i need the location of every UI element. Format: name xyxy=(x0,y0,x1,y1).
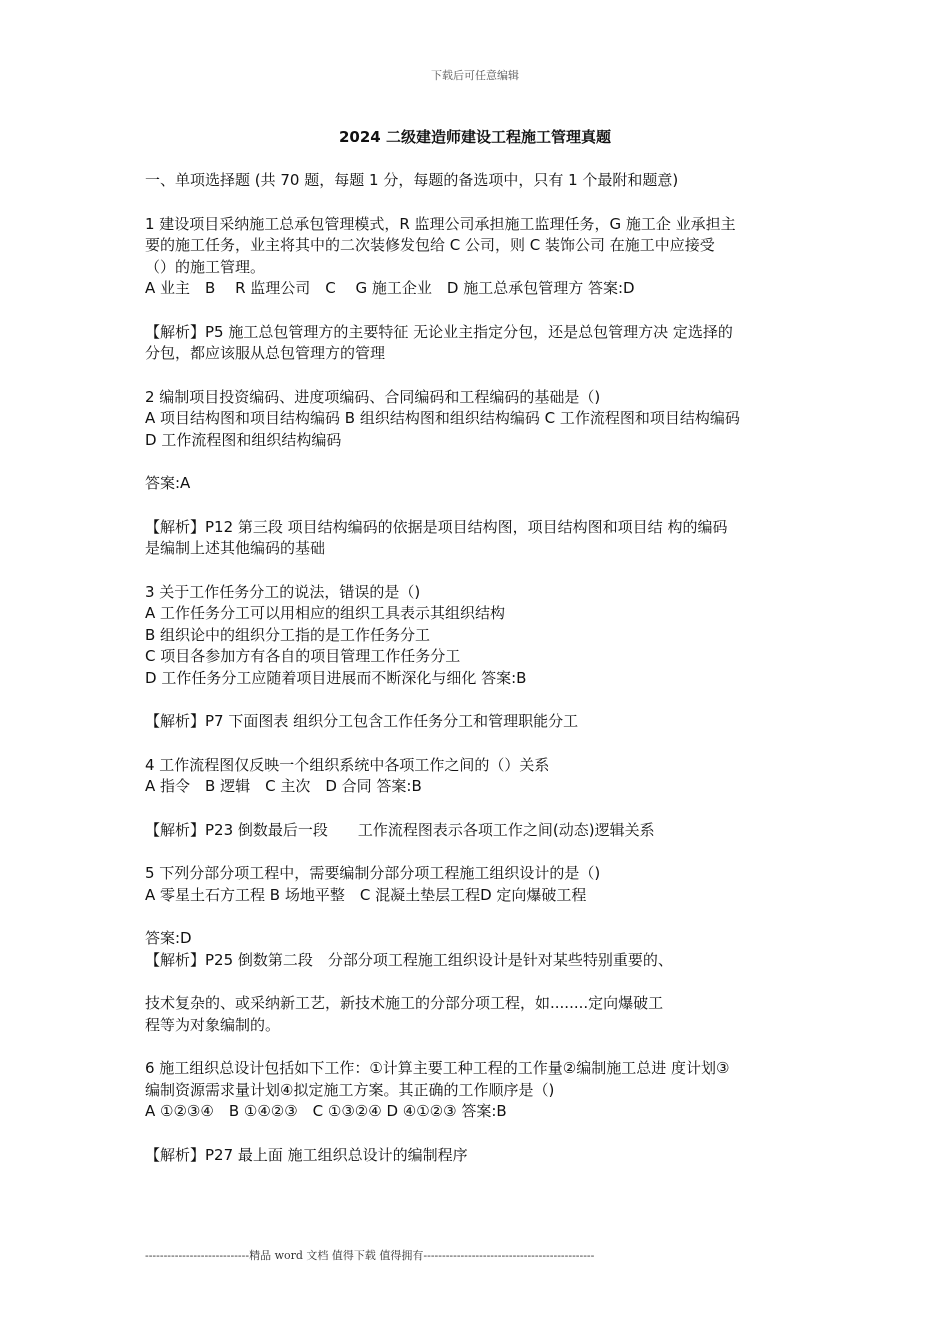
analysis-1-line: 分包，都应该服从总包管理方的管理 xyxy=(145,344,386,362)
question-6-line: 编制资源需求量计划④拟定施工方案。其正确的工作顺序是（) xyxy=(145,1080,555,1099)
question-3-option: D 工作任务分工应随着项目进展而不断深化与细化 答案:B xyxy=(145,668,527,687)
question-2-line: 2 编制项目投资编码、进度项编码、合同编码和工程编码的基础是（) xyxy=(145,387,601,406)
question-1-line: （）的施工管理。 xyxy=(145,257,266,276)
analysis-4-line: 【解析】P23 倒数最后一段 工作流程图表示各项工作之间(动态)逻辑关系 xyxy=(145,820,655,839)
question-2-options: A 项目结构图和项目结构编码 B 组织结构图和组织结构编码 C 工作流程图和项目结构编码 xyxy=(145,409,740,427)
question-1-line: 1 建设项目采纳施工总承包管理模式，R 监理公司承担施工监理任务，G 施工企 业承担主 xyxy=(145,214,736,233)
analysis-3-line: 【解析】P7 下面图表 组织分工包含工作任务分工和管理职能分工 xyxy=(145,712,579,730)
question-5-line: 5 下列分部分项工程中，需要编制分部分项工程施工组织设计的是（) xyxy=(145,864,601,882)
analysis-2-line: 【解析】P12 第三段 项目结构编码的依据是项目结构图，项目结构图和项目结 构的编码 xyxy=(145,517,728,536)
question-2-options: D 工作流程图和组织结构编码 xyxy=(145,430,342,449)
analysis-2-line: 是编制上述其他编码的基础 xyxy=(145,539,326,557)
analysis-1-line: 【解析】P5 施工总包管理方的主要特征 无论业主指定分包，还是总包管理方决 定选择的 xyxy=(145,322,733,341)
document-body xyxy=(145,170,810,1166)
question-4-options: A 指令 B 逻辑 C 主次 D 合同 答案:B xyxy=(145,777,422,795)
analysis-6-line: 【解析】P27 最上面 施工组织总设计的编制程序 xyxy=(145,1145,468,1164)
page-header: 下载后可任意编辑 xyxy=(431,69,519,82)
question-3-option: A 工作任务分工可以用相应的组织工具表示其组织结构 xyxy=(145,604,506,622)
page-footer: ----------------------------精品 word 文档 值得下载 值得拥有---------------------------------------------- xyxy=(145,1249,595,1262)
question-3-line: 3 关于工作任务分工的说法，错误的是（) xyxy=(145,582,421,601)
section-heading: 一、单项选择题 (共 70 题，每题 1 分，每题的备选项中，只有 1 个最附和题意) xyxy=(145,171,679,189)
question-5-answer: 答案:D xyxy=(145,929,192,947)
analysis-5-line: 技术复杂的、或采纳新工艺，新技术施工的分部分项工程，如........定向爆破工 xyxy=(145,994,664,1012)
question-2-answer: 答案:A xyxy=(145,474,191,492)
question-6-options: A ①②③④ B ①④②③ C ①③②④ D ④①②③ 答案:B xyxy=(145,1102,507,1120)
question-3-option: B 组织论中的组织分工指的是工作任务分工 xyxy=(145,625,431,644)
analysis-5-line: 【解析】P25 倒数第二段 分部分项工程施工组织设计是针对某些特别重要的、 xyxy=(145,950,673,969)
analysis-5-line: 程等为对象编制的。 xyxy=(145,1015,281,1034)
question-4-line: 4 工作流程图仅反映一个组织系统中各项工作之间的（）关系 xyxy=(145,755,550,774)
question-1-options: A 业主 B R 监理公司 C G 施工企业 D 施工总承包管理方 答案:D xyxy=(145,279,635,297)
question-3-option: C 项目各参加方有各自的项目管理工作任务分工 xyxy=(145,647,461,665)
document-title: 2024 二级建造师建设工程施工管理真题 xyxy=(339,128,611,146)
question-6-line: 6 施工组织总设计包括如下工作：①计算主要工种工程的工作量②编制施工总进 度计划③ xyxy=(145,1059,730,1077)
question-1-line: 要的施工任务，业主将其中的二次装修发包给 C 公司，则 C 装饰公司 在施工中应接受 xyxy=(145,236,715,254)
question-5-options: A 零星土石方工程 B 场地平整 C 混凝土垫层工程D 定向爆破工程 xyxy=(145,885,587,904)
